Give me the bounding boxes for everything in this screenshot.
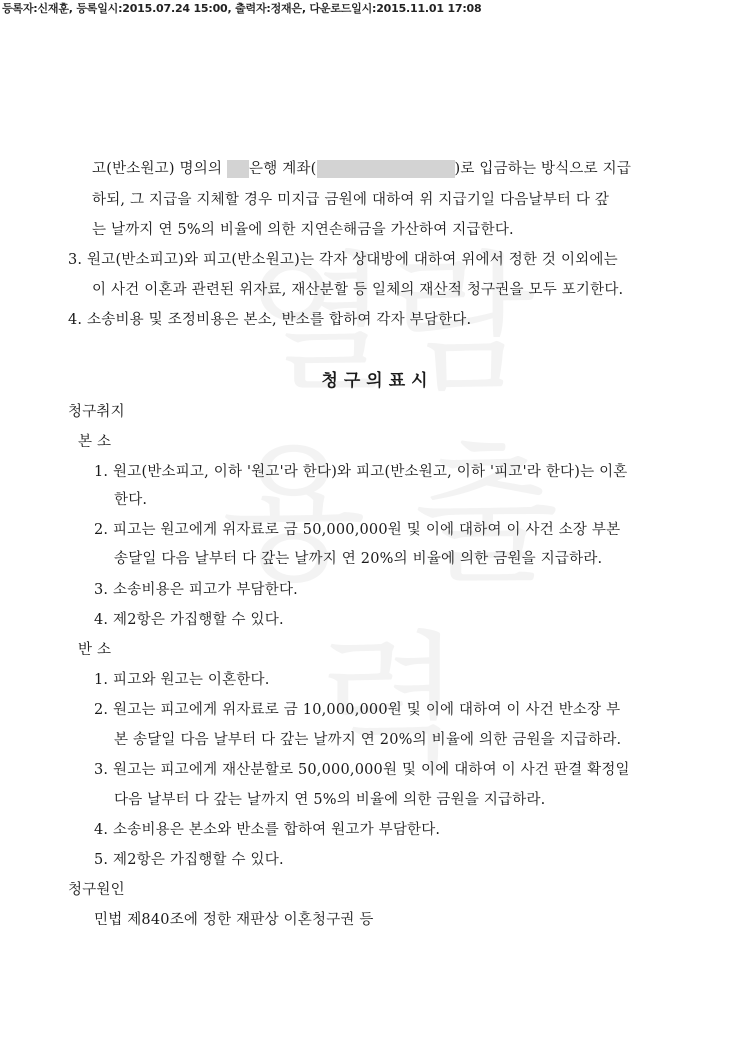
main-item-2-line-1: 2. 피고는 원고에게 위자료로 금 50,000,000원 및 이에 대하여 이 사건 소장 부본 [94,522,621,538]
counter-suit-heading: 반 소 [78,642,112,658]
redaction-bank-name [227,160,249,178]
claim-cause-heading: 청구원인 [68,882,125,898]
claim-cause-text: 민법 제840조에 정한 재판상 이혼청구권 등 [94,912,374,928]
main-item-1-line-1: 1. 원고(반소피고, 이하 '원고'라 한다)와 피고(반소원고, 이하 '피고'라 한다)는 이혼 [94,464,628,480]
main-item-1-line-2: 한다. [114,492,148,508]
counter-item-2-line-1: 2. 원고는 피고에게 위자료로 금 10,000,000원 및 이에 대하여 이 사건 반소장 부 [94,702,621,718]
main-item-4: 4. 제2항은 가집행할 수 있다. [94,612,284,628]
settlement-line-1-part-c: )로 입금하는 방식으로 지급 [454,161,632,177]
claim-purpose-heading: 청구취지 [68,404,125,420]
settlement-item-4: 4. 소송비용 및 조정비용은 본소, 반소를 합하여 각자 부담한다. [68,312,472,328]
settlement-line-2: 하되, 그 지급을 지체할 경우 미지급 금원에 대하여 위 지급기일 다음날부터 다 갚 [92,192,610,208]
document-header: 등록자:신재훈, 등록일시:2015.07.24 15:00, 출력자:정재은, 다운로드일시:2015.11.01 17:08 [2,2,482,15]
counter-item-5: 5. 제2항은 가집행할 수 있다. [94,852,284,868]
settlement-item-3-line-2: 이 사건 이혼과 관련된 위자료, 재산분할 등 일체의 재산적 청구권을 모두 포기한다. [92,282,624,298]
settlement-line-1 [92,157,631,178]
counter-item-4: 4. 소송비용은 본소와 반소를 합하여 원고가 부담한다. [94,822,441,838]
main-suit-heading: 본 소 [78,434,112,450]
counter-item-1: 1. 피고와 원고는 이혼한다. [94,672,270,688]
settlement-item-3-line-1: 3. 원고(반소피고)와 피고(반소원고)는 각자 상대방에 대하여 위에서 정한 것 이외에는 [68,252,618,268]
claims-title: 청구의표시 [321,371,434,391]
settlement-line-1-part-a: 고(반소원고) 명의의 [92,161,227,177]
settlement-line-1-part-b: 은행 계좌( [249,161,317,177]
main-item-3: 3. 소송비용은 피고가 부담한다. [94,582,298,598]
redaction-account-number [317,160,455,178]
counter-item-3-line-1: 3. 원고는 피고에게 재산분할로 50,000,000원 및 이에 대하여 이 사건 판결 확정일 [94,762,630,778]
settlement-line-3: 는 날까지 연 5%의 비율에 의한 지연손해금을 가산하여 지급한다. [92,222,514,238]
counter-item-3-line-2: 다음 날부터 다 갚는 날까지 연 5%의 비율에 의한 금원을 지급하라. [114,792,546,808]
main-item-2-line-2: 송달일 다음 날부터 다 갚는 날까지 연 20%의 비율에 의한 금원을 지급하라. [114,551,603,567]
counter-item-2-line-2: 본 송달일 다음 날부터 다 갚는 날까지 연 20%의 비율에 의한 금원을 지급하라. [114,732,622,748]
